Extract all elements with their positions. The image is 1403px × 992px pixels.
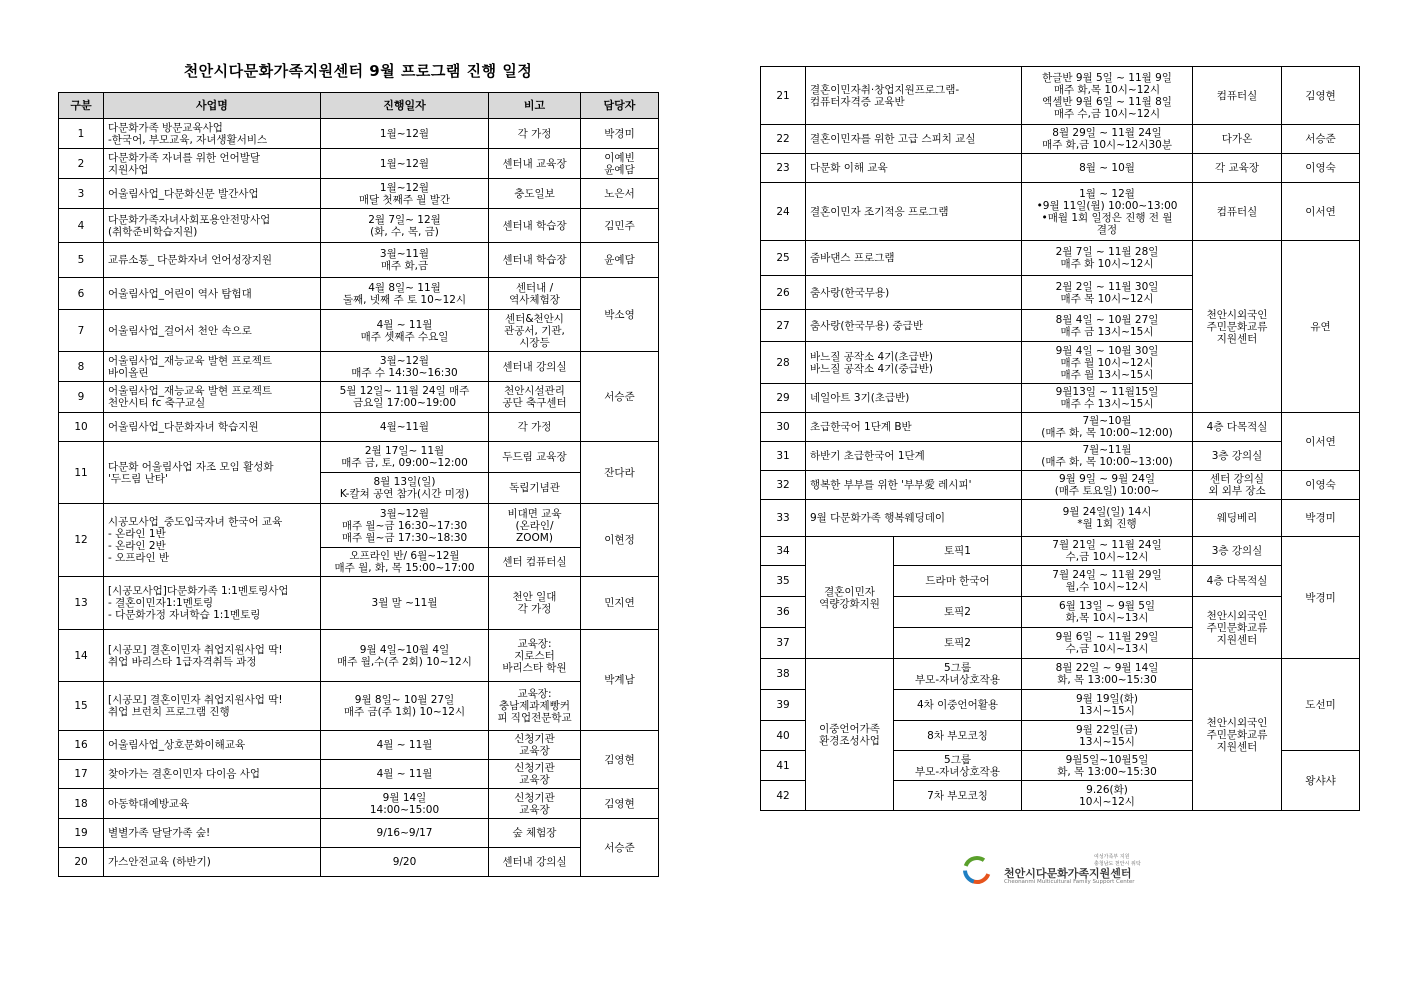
row-manager: 김영현 [1282,67,1360,125]
row-date: 1월~12월 [321,119,489,149]
table-header-row [59,93,659,119]
row-name: 바느질 공작소 4기(초급반) 바느질 공작소 4기(중급반) [806,342,1022,384]
row-no: 17 [59,760,104,789]
schedule-table-right [760,66,1360,811]
row-name: 다문화 어울림사업 자조 모임 활성화 '두드림 난타' [104,442,321,504]
row-date: 4월 ~ 11월 매주 셋째주 수요일 [321,310,489,352]
page-title: 천안시다문화가족지원센터 9월 프로그램 진행 일정 [183,62,533,80]
table-row [59,149,659,179]
row-name: 춤사랑(한국무용) [806,276,1022,310]
row-manager: 유연 [1282,241,1360,413]
header-date: 진행일자 [321,93,489,119]
row-name: 교류소통_ 다문화자녀 언어성장지원 [104,243,321,278]
logo-province: 충청남도 천안시 위탁 [1094,861,1141,867]
row-date: 4월~11월 [321,413,489,442]
row-note: 컴퓨터실 [1193,183,1282,241]
row-note: 다가온 [1193,125,1282,154]
table-row [761,241,1360,276]
row-no: 7 [59,310,104,352]
row-note: 비대면 교육 (온라인/ ZOOM) [489,504,581,548]
row-no: 37 [761,628,806,659]
table-row [761,183,1360,241]
row-date: 7월~11월 (매주 화, 목 10:00~13:00) [1022,442,1193,471]
row-no: 16 [59,731,104,760]
row-no: 9 [59,382,104,413]
row-sub: 드라마 한국어 [894,566,1022,597]
row-date: 9월 19일(화) 13시~15시 [1022,690,1193,721]
row-name: 가스안전교육 (하반기) [104,848,321,877]
row-date: 3월~12월 매주 월~금 16:30~17:30 매주 월~금 17:30~18:30 [321,504,489,548]
row-date: 1월~12월 매달 첫째주 월 발간 [321,179,489,209]
row-manager: 박경미 [581,119,659,149]
table-row [59,819,659,848]
row-manager: 이서연 [1282,183,1360,241]
logo-english-name: Cheonanmi Multicultural Family Support Center [1004,879,1135,885]
row-date: 1월 ~ 12월 •9월 11일(월) 10:00~13:00 •매월 1회 일정은 진행 전 월 결정 [1022,183,1193,241]
table-row [59,504,659,548]
row-note: 3층 강의실 [1193,442,1282,471]
row-date: 4월 ~ 11월 [321,731,489,760]
row-no: 34 [761,537,806,566]
row-name: 하반기 초급한국어 1단계 [806,442,1022,471]
row-manager: 박계남 [581,630,659,731]
row-sub: 8차 부모코칭 [894,721,1022,751]
row-name: 네일아트 3기(초급반) [806,384,1022,413]
row-date: 3월~11월 매주 화,금 [321,243,489,278]
row-manager: 김영현 [581,789,659,819]
row-no: 14 [59,630,104,682]
row-no: 2 [59,149,104,179]
row-no: 38 [761,659,806,690]
table-row [59,630,659,682]
row-sub: 4차 이중언어활용 [894,690,1022,721]
row-manager: 김민주 [581,209,659,243]
row-manager: 잔다라 [581,442,659,504]
row-no: 39 [761,690,806,721]
row-note: 센터 강의실 외 외부 장소 [1193,471,1282,500]
row-name: 어울림사업_상호문화이해교육 [104,731,321,760]
row-name: 어울림사업_걸어서 천안 속으로 [104,310,321,352]
table-row [761,659,1360,690]
row-name: 결혼이민자취·창업지원프로그램- 컴퓨터자격증 교육반 [806,67,1022,125]
row-note: 센터내 강의실 [489,352,581,382]
row-name: 줌바댄스 프로그램 [806,241,1022,276]
row-note: 각 가정 [489,119,581,149]
row-date: 1월~12월 [321,149,489,179]
table-row [59,731,659,760]
table-row [59,119,659,149]
row-manager: 노은서 [581,179,659,209]
row-no: 19 [59,819,104,848]
row-manager: 이영숙 [1282,154,1360,183]
row-no: 22 [761,125,806,154]
row-note: 센터 컴퓨터실 [489,548,581,577]
row-note: 신청기관 교육장 [489,789,581,819]
row-manager: 서승준 [581,352,659,442]
row-note: 각 교육장 [1193,154,1282,183]
table-row [59,352,659,382]
row-sub: 5그룹 부모-자녀상호작용 [894,659,1022,690]
row-date: 2월 2일 ~ 11월 30일 매주 목 10시~12시 [1022,276,1193,310]
row-no: 30 [761,413,806,442]
row-date: 9월 22일(금) 13시~15시 [1022,721,1193,751]
row-no: 4 [59,209,104,243]
table-row [761,442,1360,471]
table-row [59,682,659,731]
row-date: 8월 ~ 10월 [1022,154,1193,183]
row-date: 9월 8일~ 10월 27일 매주 금(주 1회) 10~12시 [321,682,489,731]
row-note: 충도일보 [489,179,581,209]
row-category: 이중언어가족 환경조성사업 [806,659,894,811]
row-sub: 7차 부모코칭 [894,781,1022,811]
row-note: 독립기념관 [489,473,581,504]
row-manager: 이영숙 [1282,471,1360,500]
row-manager: 이예빈 윤예담 [581,149,659,179]
row-manager: 이서연 [1282,413,1360,471]
table-row [59,789,659,819]
table-row [59,310,659,352]
row-name: 어울림사업_재능교육 발현 프로젝트 바이올린 [104,352,321,382]
table-row [59,179,659,209]
row-no: 31 [761,442,806,471]
row-no: 42 [761,781,806,811]
row-no: 40 [761,721,806,751]
row-manager: 박소영 [581,278,659,352]
row-date: 7월~10월 (매주 화, 목 10:00~12:00) [1022,413,1193,442]
row-no: 23 [761,154,806,183]
row-manager: 서승준 [1282,125,1360,154]
row-manager: 박경미 [1282,500,1360,537]
row-manager: 민지연 [581,577,659,630]
row-name: 행복한 부부를 위한 '부부愛 레시피' [806,471,1022,500]
row-name: 다문화가족 자녀를 위한 언어발달 지원사업 [104,149,321,179]
row-name: 다문화가족 방문교육사업 -한국어, 부모교육, 자녀생활서비스 [104,119,321,149]
row-name: 초급한국어 1단계 B반 [806,413,1022,442]
row-date: 8월 22일 ~ 9월 14일 화, 목 13:00~15:30 [1022,659,1193,690]
row-category: 결혼이민자 역량강화지원 [806,537,894,659]
row-date: 9월5일~10월5일 화, 목 13:00~15:30 [1022,751,1193,781]
row-no: 8 [59,352,104,382]
table-row [761,125,1360,154]
row-note: 두드림 교육장 [489,442,581,473]
table-row [761,471,1360,500]
row-manager: 도선미 [1282,659,1360,751]
row-note: 컴퓨터실 [1193,67,1282,125]
row-note: 천안시외국인 주민문화교류 지원센터 [1193,659,1282,811]
row-date: 8월 13일(일) K-칼쳐 공연 참가(시간 미정) [321,473,489,504]
row-date: 7월 21일 ~ 11월 24일 수,금 10시~12시 [1022,537,1193,566]
row-name: 다문화가족자녀사회포용안전망사업 (취학준비학습지원) [104,209,321,243]
table-row [59,442,659,473]
row-note: 천안시설관리 공단 축구센터 [489,382,581,413]
row-date: 9.26(화) 10시~12시 [1022,781,1193,811]
row-note: 센터&천안시 관공서, 기관, 시장등 [489,310,581,352]
row-no: 26 [761,276,806,310]
header-name: 사업명 [104,93,321,119]
row-date: 9월13일 ~ 11월15일 매주 수 13시~15시 [1022,384,1193,413]
row-manager: 서승준 [581,819,659,877]
row-note: 천안시외국인 주민문화교류 지원센터 [1193,597,1282,659]
row-name: 어울림사업_재능교육 발현 프로젝트 천안시티 fc 축구교실 [104,382,321,413]
row-date: 7월 24일 ~ 11월 29일 월,수 10시~12시 [1022,566,1193,597]
row-manager: 박경미 [1282,537,1360,659]
row-note: 천안 일대 각 가정 [489,577,581,630]
row-note: 센터내 학습장 [489,209,581,243]
row-manager: 왕샤샤 [1282,751,1360,811]
table-row [761,537,1360,566]
row-no: 32 [761,471,806,500]
row-no: 28 [761,342,806,384]
table-row [59,848,659,877]
row-sub: 토픽2 [894,628,1022,659]
row-date: 6월 13일 ~ 9월 5일 화,목 10시~13시 [1022,597,1193,628]
row-note: 숲 체험장 [489,819,581,848]
table-row [59,382,659,413]
row-no: 15 [59,682,104,731]
header-manager: 담당자 [581,93,659,119]
table-row [59,209,659,243]
table-row [59,760,659,789]
row-no: 10 [59,413,104,442]
row-date: 2월 7일 ~ 11월 28일 매주 화 10시~12시 [1022,241,1193,276]
center-logo [962,853,1182,887]
row-no: 33 [761,500,806,537]
row-name: [시공모] 결혼이민자 취업지원사업 딱! 취업 바리스타 1급자격취득 과정 [104,630,321,682]
row-date: 3월 말 ~11월 [321,577,489,630]
row-no: 21 [761,67,806,125]
row-note: 센터내 / 역사체험장 [489,278,581,310]
row-date: 한글반 9월 5일 ~ 11월 9일 매주 화,목 10시~12시 엑셀반 9월 6일 ~ 11월 8일 매주 수,금 10시~12시 [1022,67,1193,125]
row-manager: 이현정 [581,504,659,577]
table-row [59,278,659,310]
table-row [59,243,659,278]
row-date: 4월 ~ 11월 [321,760,489,789]
row-no: 5 [59,243,104,278]
header-note: 비고 [489,93,581,119]
row-name: 어울림사업_어린이 역사 탐험대 [104,278,321,310]
row-note: 각 가정 [489,413,581,442]
row-date: 2월 7일~ 12월 (화, 수, 목, 금) [321,209,489,243]
row-no: 20 [59,848,104,877]
row-date: 9월 4일~10월 4일 매주 월,수(주 2회) 10~12시 [321,630,489,682]
row-no: 29 [761,384,806,413]
row-name: 다문화 이해 교육 [806,154,1022,183]
row-no: 24 [761,183,806,241]
row-note: 웨딩베리 [1193,500,1282,537]
row-sub: 토픽2 [894,597,1022,628]
row-no: 36 [761,597,806,628]
row-no: 35 [761,566,806,597]
row-date: 8월 4일 ~ 10월 27일 매주 금 13시~15시 [1022,310,1193,342]
row-date: 9월 6일 ~ 11월 29일 수,금 10시~13시 [1022,628,1193,659]
logo-name: 천안시다문화가족지원센터 [1004,867,1132,880]
row-note: 천안시외국인 주민문화교류 지원센터 [1193,241,1282,413]
row-date: 5월 12일~ 11월 24일 매주 금요일 17:00~19:00 [321,382,489,413]
row-no: 11 [59,442,104,504]
schedule-table-left [58,92,659,877]
table-row [761,413,1360,442]
table-row [761,67,1360,125]
row-date: 2월 17일~ 11월 매주 금, 토, 09:00~12:00 [321,442,489,473]
row-no: 6 [59,278,104,310]
row-name: 어울림사업_다문화신문 발간사업 [104,179,321,209]
row-manager: 김영현 [581,731,659,789]
header-no: 구분 [59,93,104,119]
row-name: 춤사랑(한국무용) 중급반 [806,310,1022,342]
row-name: 어울림사업_다문화자녀 학습지원 [104,413,321,442]
row-name: 찾아가는 결혼이민자 다이음 사업 [104,760,321,789]
row-no: 3 [59,179,104,209]
row-date: 9월 24일(일) 14시 *월 1회 진행 [1022,500,1193,537]
row-name: 별별가족 달달가족 숲! [104,819,321,848]
row-no: 12 [59,504,104,577]
row-date: 9/20 [321,848,489,877]
row-date: 9/16~9/17 [321,819,489,848]
row-no: 27 [761,310,806,342]
row-note: 3층 강의실 [1193,537,1282,566]
row-note: 센터내 교육장 [489,149,581,179]
row-date: 9월 9일 ~ 9월 24일 (매주 토요일) 10:00~ [1022,471,1193,500]
row-no: 13 [59,577,104,630]
row-name: 시공모사업_중도입국자녀 한국어 교육 - 온라인 1반 - 온라인 2반 - 오프라인 반 [104,504,321,577]
row-no: 25 [761,241,806,276]
row-no: 41 [761,751,806,781]
row-note: 센터내 강의실 [489,848,581,877]
row-date: 9월 14일 14:00~15:00 [321,789,489,819]
row-date: 9월 4일 ~ 10월 30일 매주 월 10시~12시 매주 월 13시~15시 [1022,342,1193,384]
row-note: 4층 다목적실 [1193,566,1282,597]
logo-ministry: 여성가족부 지원 [1094,854,1130,860]
logo-mark-icon [962,855,998,885]
row-sub: 5그룹 부모-자녀상호작용 [894,751,1022,781]
table-row [761,154,1360,183]
row-sub: 토픽1 [894,537,1022,566]
row-name: [시공모사업]다문화가족 1:1멘토링사업 - 결혼이민자1:1멘토링 - 다문화가정 자녀학습 1:1멘토링 [104,577,321,630]
table-row [761,500,1360,537]
row-note: 4층 다목적실 [1193,413,1282,442]
row-date: 8월 29일 ~ 11월 24일 매주 화,금 10시~12시30분 [1022,125,1193,154]
row-note: 센터내 학습장 [489,243,581,278]
row-note: 교육장: 지로스터 바리스타 학원 [489,630,581,682]
row-no: 1 [59,119,104,149]
table-row [59,413,659,442]
row-name: 9월 다문화가족 행복웨딩데이 [806,500,1022,537]
table-row [59,577,659,630]
row-name: 결혼이민자를 위한 고급 스피치 교실 [806,125,1022,154]
row-name: 결혼이민자 조기적응 프로그램 [806,183,1022,241]
row-no: 18 [59,789,104,819]
row-manager: 윤예담 [581,243,659,278]
row-date: 4월 8일~ 11월 둘째, 넷째 주 토 10~12시 [321,278,489,310]
row-name: 아동학대예방교육 [104,789,321,819]
row-note: 신청기관 교육장 [489,731,581,760]
row-note: 신청기관 교육장 [489,760,581,789]
row-note: 교육장: 충남제과제빵커 피 직업전문학교 [489,682,581,731]
row-name: [시공모] 결혼이민자 취업지원사업 딱! 취업 브런치 프로그램 진행 [104,682,321,731]
row-date: 오프라인 반/ 6월~12월 매주 월, 화, 목 15:00~17:00 [321,548,489,577]
row-date: 3월~12월 매주 수 14:30~16:30 [321,352,489,382]
